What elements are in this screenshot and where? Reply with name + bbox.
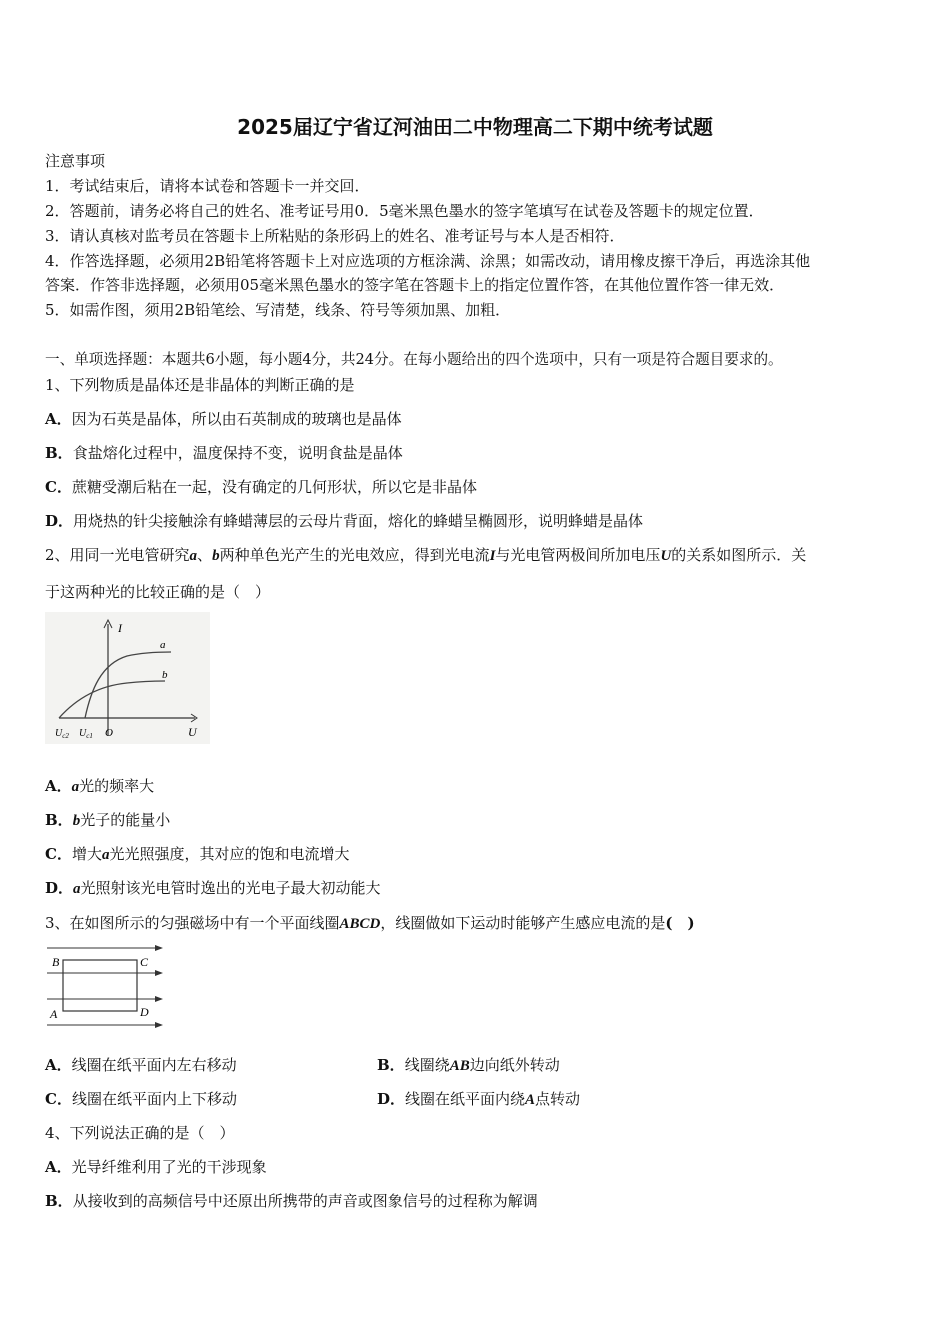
notice-item-4: 4．作答选择题，必须用2B铅笔将答题卡上对应选项的方框涂满、涂黑；如需改动，请用橡皮擦干净后，再选涂其他 bbox=[45, 252, 811, 270]
q1-option-b[interactable]: B．食盐熔化过程中，温度保持不变，说明食盐是晶体 bbox=[45, 444, 403, 462]
question-4-stem: 4、下列说法正确的是（ ） bbox=[45, 1124, 235, 1142]
uc2-label: $U_{c2}$ bbox=[55, 728, 69, 740]
notice-item-3: 3．请认真核对监考员在答题卡上所粘贴的条形码上的姓名、准考证号与本人是否相符． bbox=[45, 227, 625, 245]
section-heading: 一、单项选择题：本题共6小题，每小题4分，共24分。在每小题给出的四个选项中，只有一项是符合题目要求的。 bbox=[45, 351, 783, 368]
question-3-stem: 3、在如图所示的匀强磁场中有一个平面线圈ABCD，线圈做如下运动时能够产生感应电流的是( ) bbox=[45, 914, 695, 932]
question-2-stem-cont: 于这两种光的比较正确的是（ ） bbox=[45, 583, 271, 601]
q1-option-a[interactable]: A．因为石英是晶体，所以由石英制成的玻璃也是晶体 bbox=[45, 410, 402, 428]
q2-option-b[interactable]: B．b光子的能量小 bbox=[45, 811, 171, 829]
q2-option-c[interactable]: C．增大a光光照强度，其对应的饱和电流增大 bbox=[45, 845, 350, 863]
magnetic-field-coil-diagram bbox=[45, 942, 170, 1030]
corner-a-label: A bbox=[50, 1007, 58, 1021]
q3-option-b[interactable]: B．线圈绕AB边向纸外转动 bbox=[377, 1056, 560, 1074]
uc1-label: $U_{c1}$ bbox=[79, 728, 93, 740]
corner-b-label: B bbox=[52, 955, 60, 969]
question-2-stem: 2、用同一光电管研究a、b两种单色光产生的光电效应，得到光电流I与光电管两极间所加电压U的关系如图所示．关 bbox=[45, 546, 807, 564]
question-1-stem: 1、下列物质是晶体还是非晶体的判断正确的是 bbox=[45, 376, 355, 394]
corner-c-label: C bbox=[140, 955, 149, 969]
q3-option-d[interactable]: D．线圈在纸平面内绕A点转动 bbox=[377, 1090, 581, 1108]
q3-option-a[interactable]: A．线圈在纸平面内左右移动 bbox=[45, 1056, 237, 1074]
curve-a-label: a bbox=[160, 639, 166, 651]
q2-option-d[interactable]: D．a光照射该光电管时逸出的光电子最大初动能大 bbox=[45, 879, 381, 897]
q1-option-c[interactable]: C．蔗糖受潮后粘在一起，没有确定的几何形状，所以它是非晶体 bbox=[45, 478, 477, 496]
q2-option-a[interactable]: A．a光的频率大 bbox=[45, 777, 155, 795]
page-title: 2025届辽宁省辽河油田二中物理高二下期中统考试题 bbox=[237, 115, 713, 139]
notice-item-2: 2．答题前，请务必将自己的姓名、准考证号用0．5毫米黑色墨水的签字笔填写在试卷及答题卡的规定位置． bbox=[45, 202, 764, 220]
u-axis-label: U bbox=[188, 725, 197, 739]
photoelectric-iu-graph bbox=[45, 612, 210, 744]
corner-d-label: D bbox=[140, 1005, 149, 1019]
q4-option-b[interactable]: B．从接收到的高频信号中还原出所携带的声音或图象信号的过程称为解调 bbox=[45, 1192, 538, 1210]
q4-option-a[interactable]: A．光导纤维利用了光的干涉现象 bbox=[45, 1158, 267, 1176]
origin-label: O bbox=[105, 727, 113, 739]
coil-abcd bbox=[63, 960, 137, 1011]
notice-item-5: 5．如需作图，须用2B铅笔绘、写清楚，线条、符号等须加黑、加粗． bbox=[45, 301, 511, 319]
q1-option-d[interactable]: D．用烧热的针尖接触涂有蜂蜡薄层的云母片背面，熔化的蜂蜡呈椭圆形，说明蜂蜡是晶体 bbox=[45, 512, 644, 530]
notice-item-1: 1．考试结束后，请将本试卷和答题卡一并交回． bbox=[45, 177, 370, 195]
notice-item-4-cont: 答案．作答非选择题，必须用05毫米黑色墨水的签字笔在答题卡上的指定位置作答，在其他位置作答一律无效． bbox=[45, 276, 785, 294]
curve-b-label: b bbox=[162, 669, 168, 681]
q3-option-c[interactable]: C．线圈在纸平面内上下移动 bbox=[45, 1090, 237, 1108]
notice-heading: 注意事项 bbox=[45, 152, 106, 170]
i-axis-label: I bbox=[118, 621, 122, 635]
